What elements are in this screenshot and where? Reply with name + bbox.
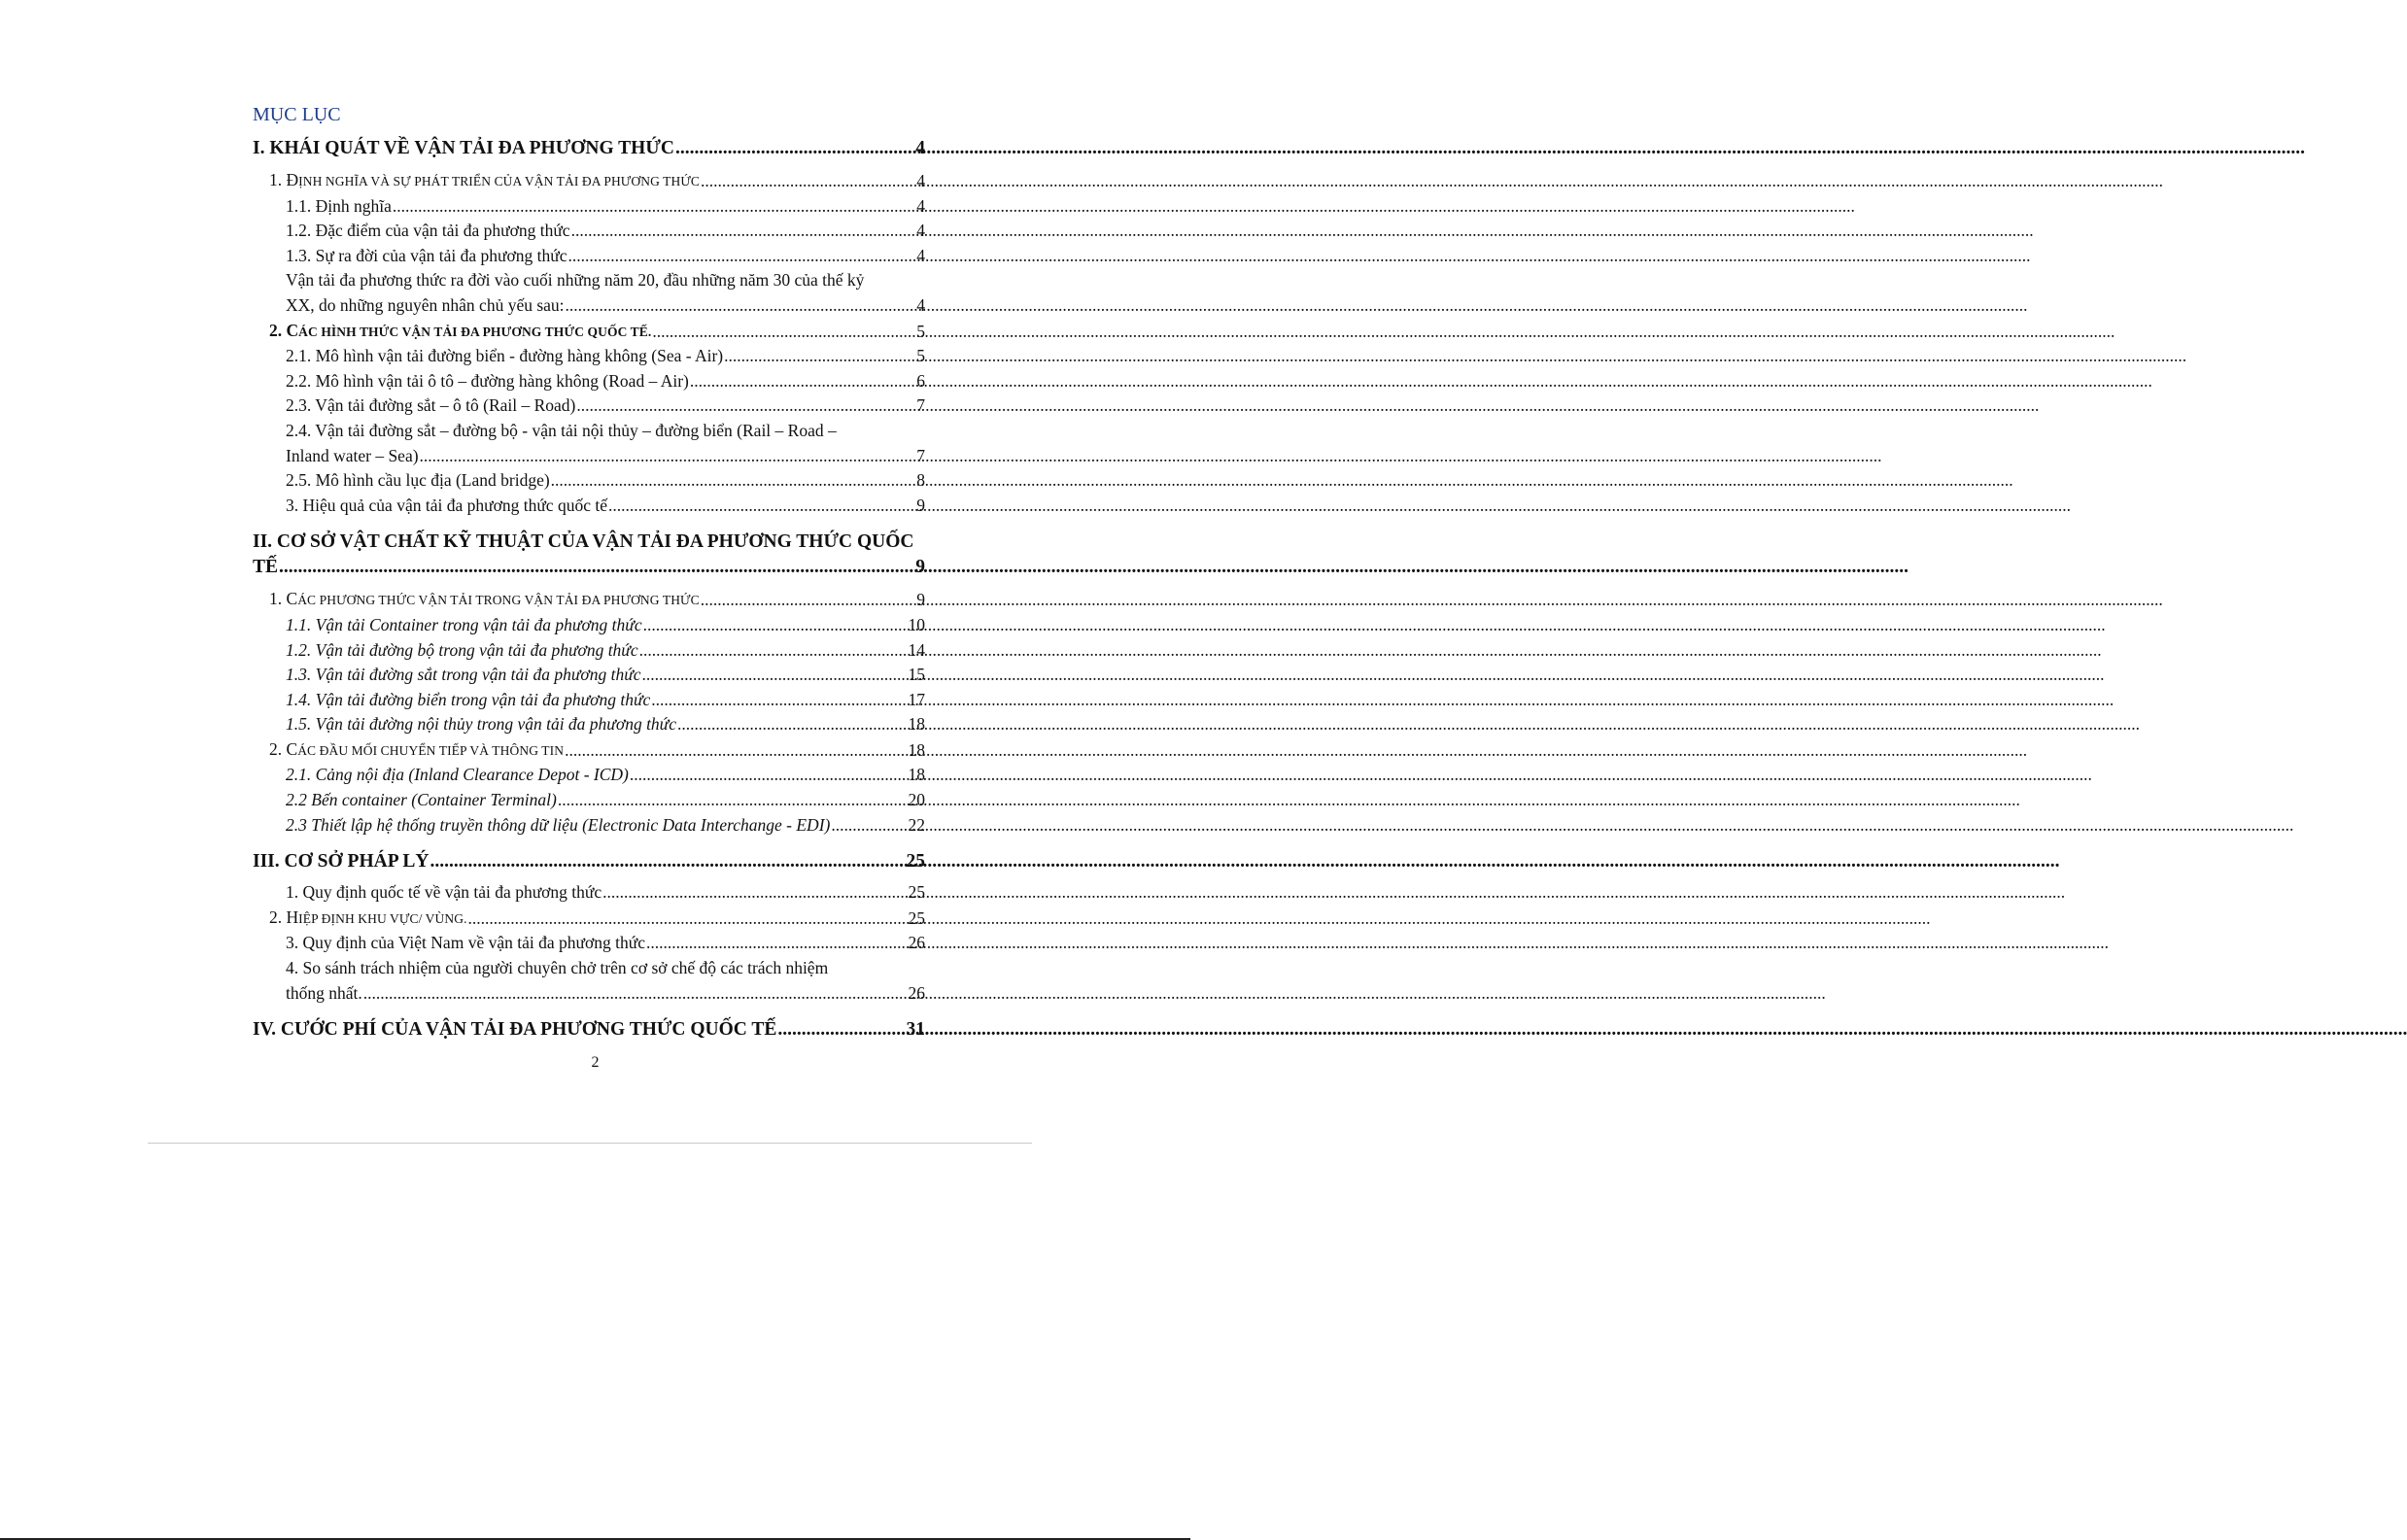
dot-leader [675,136,914,161]
toc-entry-2-5[interactable] [253,468,925,494]
dot-leader [363,981,908,1007]
toc-entry-section-4[interactable] [253,1017,925,1043]
toc-entry-ii-2[interactable] [253,737,925,764]
toc-entry-2-2[interactable] [253,369,925,394]
dot-leader [630,763,908,788]
toc-page-number: 26 [908,933,925,953]
toc-page-number: 25 [906,851,925,873]
toc-entry-text: 2.5. Mô hình cầu lục địa (Land bridge) [286,470,550,491]
dot-leader [701,588,916,613]
toc-entry-1-3-note[interactable] [253,293,925,319]
toc-page-number: 6 [916,370,925,391]
dot-leader [551,468,916,494]
dot-leader [639,638,908,664]
toc-entry-section-1[interactable] [253,136,925,161]
toc-entry-iii-2[interactable] [253,906,925,932]
page-number: 2 [591,1054,600,1071]
dot-leader [566,293,916,319]
toc-entry-text [269,319,651,345]
dot-leader [565,738,907,764]
toc-page-number: 20 [908,790,925,810]
toc-page-number: 22 [908,814,925,835]
toc-page-number: 4 [916,245,925,265]
toc-entry-2-3[interactable] [253,394,925,419]
toc-entry-1-2[interactable] [253,219,925,244]
toc-entry-text: 1.5. Vận tải đường nội thủy trong vận tải đa phương thức [286,714,676,735]
dot-leader [571,219,916,244]
toc-entry-ii-1-5[interactable] [253,712,925,737]
dot-leader [279,555,914,580]
toc-page-number: 17 [908,689,925,709]
toc-page-number: 15 [908,665,925,685]
toc-entry-text-first: 2. H [269,907,299,927]
toc-entry-text: 2.2 Bến container (Container Terminal) [286,790,557,810]
dot-leader [724,344,915,369]
dot-leader [831,813,907,838]
toc-page-number: 9 [916,495,925,515]
dot-leader [602,880,907,906]
dot-leader [576,394,915,419]
toc-entry-text: 1.3. Vận tải đường sắt trong vận tải đa phương thức [286,665,641,685]
toc-entry-2[interactable] [253,319,925,345]
toc-entry-text-line1[interactable]: Vận tải đa phương thức ra đời vào cuối những năm 20, đầu những năm 30 của thế kỷ [286,270,865,291]
toc-entry-text: 1.1. Định nghĩa [286,195,392,216]
toc-entry-text: 2.2. Mô hình vận tải ô tô – đường hàng không (Road – Air) [286,370,689,391]
toc-entry-ii-2-1[interactable] [253,763,925,788]
toc-page-number: 18 [908,739,925,760]
toc-entry-text-smallcaps: IỆP ĐỊNH KHU VỰC/ VÙNG. [298,910,467,926]
toc-entry-text [269,737,564,764]
toc-entry-section-3[interactable] [253,849,925,874]
table-of-contents [253,134,925,1043]
toc-entry-text [269,168,700,194]
toc-entry-text: 1. Quy định quốc tế về vận tải đa phương thức [286,882,602,903]
dot-leader [393,194,915,220]
toc-entry-text-first: 1. C [269,589,298,609]
dot-leader [651,688,907,713]
toc-entry-text: 1.2. Vận tải đường bộ trong vận tải đa phương thức [286,639,638,660]
toc-entry-1-3[interactable] [253,244,925,269]
dot-leader [567,244,915,269]
toc-entry-text: 1.1. Vận tải Container trong vận tải đa phương thức [286,614,642,634]
toc-entry-iii-4[interactable] [253,981,925,1007]
toc-page-number: 26 [908,982,925,1003]
toc-page-number: 4 [916,171,925,190]
dot-leader [420,444,916,469]
toc-entry-1-1[interactable] [253,194,925,220]
toc-entry-text: 2.3. Vận tải đường sắt – ô tô (Rail – Road) [286,395,576,416]
toc-entry-text: 2.3 Thiết lập hệ thống truyền thông dữ liệu (Electronic Data Interchange - EDI) [286,814,831,835]
toc-entry-text: 3. Quy định của Việt Nam về vận tải đa phương thức [286,933,645,953]
toc-entry-text-smallcaps: ÁC HÌNH THỨC VẬN TẢI ĐA PHƯƠNG THỨC QUỐC TẾ. [298,324,652,339]
toc-entry-ii-1-4[interactable] [253,688,925,713]
toc-entry-text-first: 2. C [269,320,299,340]
toc-page-number: 31 [906,1019,925,1041]
document-page [0,0,1190,1540]
toc-entry-ii-1-3[interactable] [253,663,925,688]
toc-entry-ii-1[interactable] [253,587,925,613]
toc-entry-2-1[interactable] [253,344,925,369]
toc-page-number: 5 [916,346,925,366]
toc-page-number: 25 [908,882,925,903]
dot-leader [558,788,908,813]
toc-page-number: 4 [915,138,925,158]
toc-entry-text [269,906,467,932]
toc-title: MỤC LỤC [253,104,341,125]
toc-page-number: 7 [916,395,925,416]
toc-entry-section-2[interactable] [253,555,925,580]
dot-leader [643,613,908,638]
toc-page-number: 14 [908,639,925,660]
toc-page-number: 5 [916,321,925,341]
toc-entry-iii-1[interactable] [253,880,925,906]
toc-entry-text: 3. Hiệu quả của vận tải đa phương thức quốc tế [286,495,607,515]
dot-leader [646,931,908,956]
toc-page-number: 9 [916,590,925,610]
toc-page-number: 7 [916,445,925,465]
toc-entry-text-first: 2. C [269,738,298,759]
toc-entry-2-4[interactable] [253,444,925,469]
toc-page-number: 4 [916,195,925,216]
toc-entry-ii-1-2[interactable] [253,638,925,664]
dot-leader [777,1017,905,1043]
dot-leader [701,169,915,194]
toc-entry-text-line1[interactable]: 2.4. Vận tải đường sắt – đường bộ - vận tải nội thủy – đường biển (Rail – Road – [286,420,837,440]
toc-entry-text: 1.4. Vận tải đường biển trong vận tải đa phương thức [286,689,651,709]
toc-entry-ii-2-3[interactable] [253,813,925,838]
toc-page-number: 18 [908,765,925,785]
toc-entry-text: I. KHÁI QUÁT VỀ VẬN TẢI ĐA PHƯƠNG THỨC [253,138,674,158]
toc-entry-section-2-line1[interactable]: II. CƠ SỞ VẬT CHẤT KỸ THUẬT CỦA VẬN TẢI ĐA PHƯƠNG THỨC QUỐC [253,531,914,553]
toc-entry-text: 2.1. Mô hình vận tải đường biển - đường hàng không (Sea - Air) [286,346,724,366]
toc-page-number: 4 [916,294,925,315]
toc-entry-text-line2: TẾ [253,557,279,578]
toc-entry-text-smallcaps: ỊNH NGHĨA VÀ SỰ PHÁT TRIỂN CỦA VẬN TẢI ĐA PHƯƠNG THỨC [298,174,701,188]
dot-leader [608,494,915,519]
page-divider [148,1143,1032,1144]
toc-entry-text-smallcaps: ÁC ĐẦU MỐI CHUYỂN TIẾP VÀ THÔNG TIN [297,742,565,758]
dot-leader [430,849,906,874]
dot-leader [677,712,908,737]
toc-entry-ii-1-1[interactable] [253,613,925,638]
toc-entry-text: 2.1. Cảng nội địa (Inland Clearance Depot - ICD) [286,765,629,785]
toc-page-number: 25 [908,907,925,928]
toc-entry-text-first: 1. Đ [269,170,299,189]
toc-entry-text-smallcaps: ÁC PHƯƠNG THỨC VẬN TẢI TRONG VẬN TẢI ĐA PHƯƠNG THỨC [297,593,700,608]
toc-entry-text-line1[interactable]: 4. So sánh trách nhiệm của người chuyên chở trên cơ sở chế độ các trách nhiệm [286,958,829,978]
toc-page-number: 10 [908,614,925,634]
toc-entry-3[interactable] [253,494,925,519]
toc-entry-text [269,587,700,613]
toc-page-number: 18 [908,714,925,735]
toc-entry-text: 1.2. Đặc điểm của vận tải đa phương thức [286,221,570,241]
dot-leader [468,907,908,932]
toc-entry-text-line2: thống nhất. [286,982,362,1003]
toc-page-number: 8 [916,470,925,491]
dot-leader [642,663,908,688]
toc-entry-ii-2-2[interactable] [253,788,925,813]
toc-entry-text-line2: XX, do những nguyên nhân chủ yếu sau: [286,294,565,315]
toc-entry-text: III. CƠ SỞ PHÁP LÝ [253,851,430,873]
toc-page-number: 9 [915,557,925,578]
toc-entry-text-line2: Inland water – Sea) [286,445,419,465]
dot-leader [690,369,915,394]
toc-entry-text: IV. CƯỚC PHÍ CỦA VẬN TẢI ĐA PHƯƠNG THỨC QUỐC TẾ [253,1019,777,1041]
toc-page-number: 4 [916,221,925,241]
toc-entry-text: 1.3. Sự ra đời của vận tải đa phương thức [286,245,567,265]
dot-leader [652,320,915,345]
toc-entry-iii-3[interactable] [253,931,925,956]
toc-entry-1[interactable] [253,168,925,194]
